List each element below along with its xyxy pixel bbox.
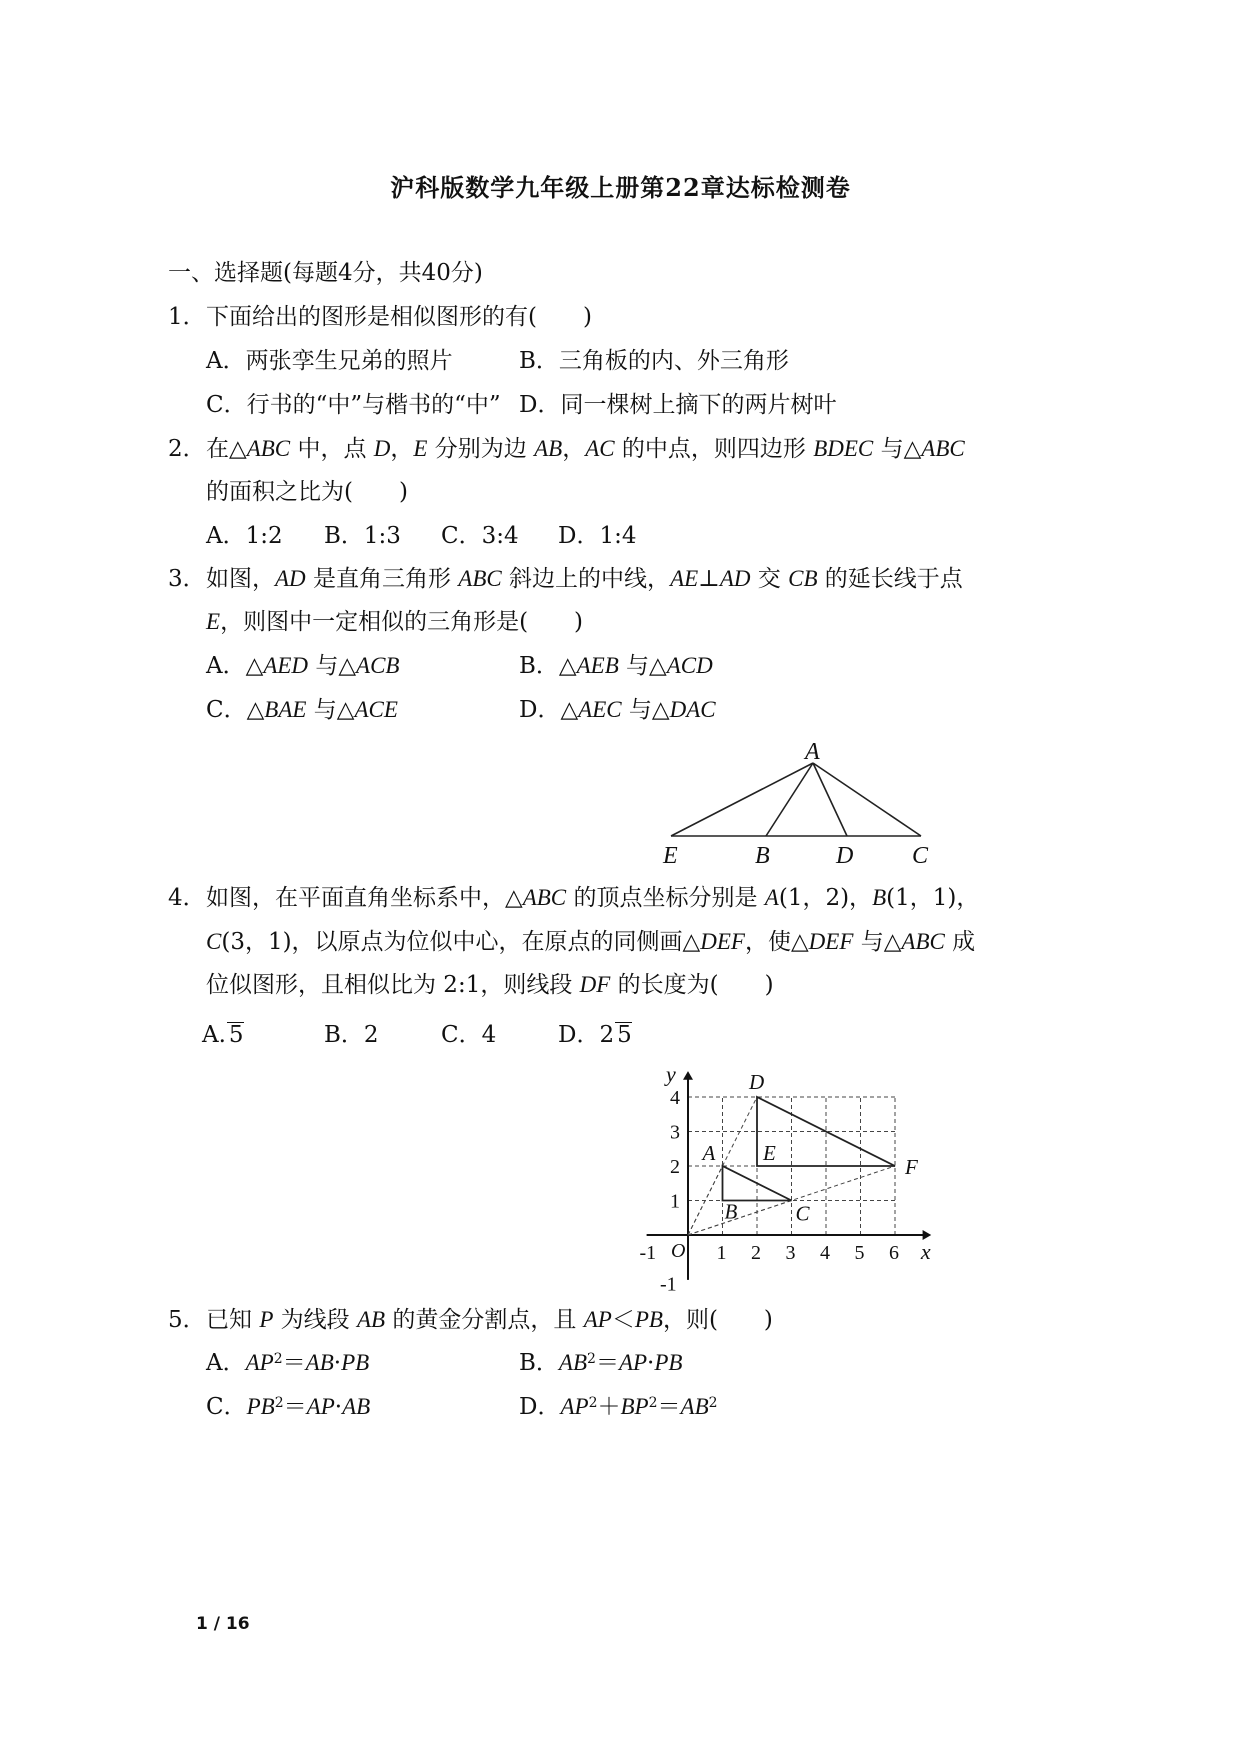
point-label-b: B [724,1199,738,1224]
q5-option-d: D．$AP^2+BP^2=AB^2$ [519,1394,718,1420]
point-label-e: E [763,1141,776,1165]
question-number: 2． [168,436,206,462]
point-label-f: F [905,1155,918,1179]
label-b: B [755,843,770,869]
y-tick-label: 1 [670,1190,680,1213]
y-tick-label: 3 [670,1121,680,1144]
question-1 [168,302,592,332]
label-d: D [836,843,854,869]
x-axis-label: x [920,1239,931,1264]
q5-option-a: A．$AP^2=AB\cdot PB$ [206,1350,370,1376]
question-stem-line-1: 如图，AD 是直角三角形 ABC 斜边上的中线，AE⊥AD 交 CB 的延长线于点 [206,566,963,592]
q2-stem-line-2: 的面积之比为( ) [206,479,408,505]
q2-option-a: A．1:2 [206,523,283,549]
question-stem: 已知 P 为线段 AB 的黄金分割点，且 AP＜PB，则( ) [206,1307,773,1333]
label-c: C [912,843,929,869]
x-tick-label: 2 [751,1242,761,1264]
q3-option-d: D．△AEC 与△DAC [519,697,716,723]
question-3 [168,564,963,594]
q1-option-c: C．行书的“中”与楷书的“中” [206,392,501,418]
q1-option-b: B．三角板的内、外三角形 [519,348,789,374]
y-axis-arrow [683,1071,693,1080]
q1-option-a: A．两张孪生兄弟的照片 [206,348,453,374]
point-label-c: C [795,1201,810,1226]
q2-option-b: B．1:3 [324,523,401,549]
page-title: 沪科版数学九年级上册第22章达标检测卷 [390,173,851,202]
x-tick-label: 5 [854,1242,865,1264]
x-tick-label: 3 [785,1242,796,1264]
question-2 [168,434,965,464]
y-axis-label: y [666,1061,676,1087]
point-label-a: A [702,1141,716,1165]
ray-o-c [688,1201,792,1236]
q2-option-d: D．1:4 [558,523,637,549]
q4-stem-line-2: C(3，1)，以原点为位似中心，在原点的同侧画△DEF，使△DEF 与△ABC 成 [206,929,976,955]
x-tick-label: -1 [639,1242,657,1264]
segment-ae [671,763,813,836]
origin-label: O [671,1240,686,1262]
q1-option-d: D．同一棵树上摘下的两片树叶 [519,392,837,418]
q3-option-a: A．△AED 与△ACB [206,653,400,679]
x-tick-label: 4 [820,1242,830,1264]
x-tick-label: 6 [889,1242,899,1264]
section-heading: 一、选择题(每题4分，共40分) [168,260,483,286]
q2-option-c: C．3:4 [441,523,519,549]
question-stem-line-1: 在△ABC 中，点 D，E 分别为边 AB，AC 的中点，则四边形 BDEC 与△ABC [206,436,965,462]
q4-option-c: C．4 [441,1022,497,1048]
x-tick-label: 1 [716,1242,727,1264]
question-5 [168,1305,773,1335]
q5-option-b: B．$AB^2=AP\cdot PB$ [519,1350,683,1376]
q3-option-c: C．△BAE 与△ACE [206,697,398,723]
q4-option-a: A. 5 [202,1022,244,1048]
y-tick-label: 2 [670,1156,680,1178]
q4-coordinate-figure [638,1061,938,1296]
y-tick-label: -1 [660,1273,677,1296]
q3-stem-line-2: E，则图中一定相似的三角形是( ) [206,609,584,635]
question-number: 1． [168,304,206,330]
point-label-d: D [749,1070,765,1094]
question-number: 5． [168,1307,206,1333]
question-stem-line-1: 如图，在平面直角坐标系中，△ABC 的顶点坐标分别是 A(1，2)，B(1，1)， [206,885,980,911]
label-e: E [663,843,678,869]
y-tick-label: 4 [670,1087,680,1109]
page-number: 1 / 16 [196,1614,250,1634]
q4-stem-line-3: 位似图形，且相似比为 2:1，则线段 DF 的长度为( ) [206,972,774,998]
label-a: A [805,739,820,765]
q5-option-c: C．$PB^2=AP\cdot AB$ [206,1394,371,1420]
segment-ab [766,763,813,836]
q3-triangle-figure [655,735,945,870]
q4-option-d: D．2 5 [558,1022,632,1048]
q3-option-b: B．△AEB 与△ACD [519,653,713,679]
question-4 [168,883,979,913]
question-number: 3． [168,566,206,592]
question-stem: 下面给出的图形是相似图形的有( ) [206,304,592,330]
q4-option-b: B．2 [324,1022,379,1048]
question-number: 4． [168,885,206,911]
